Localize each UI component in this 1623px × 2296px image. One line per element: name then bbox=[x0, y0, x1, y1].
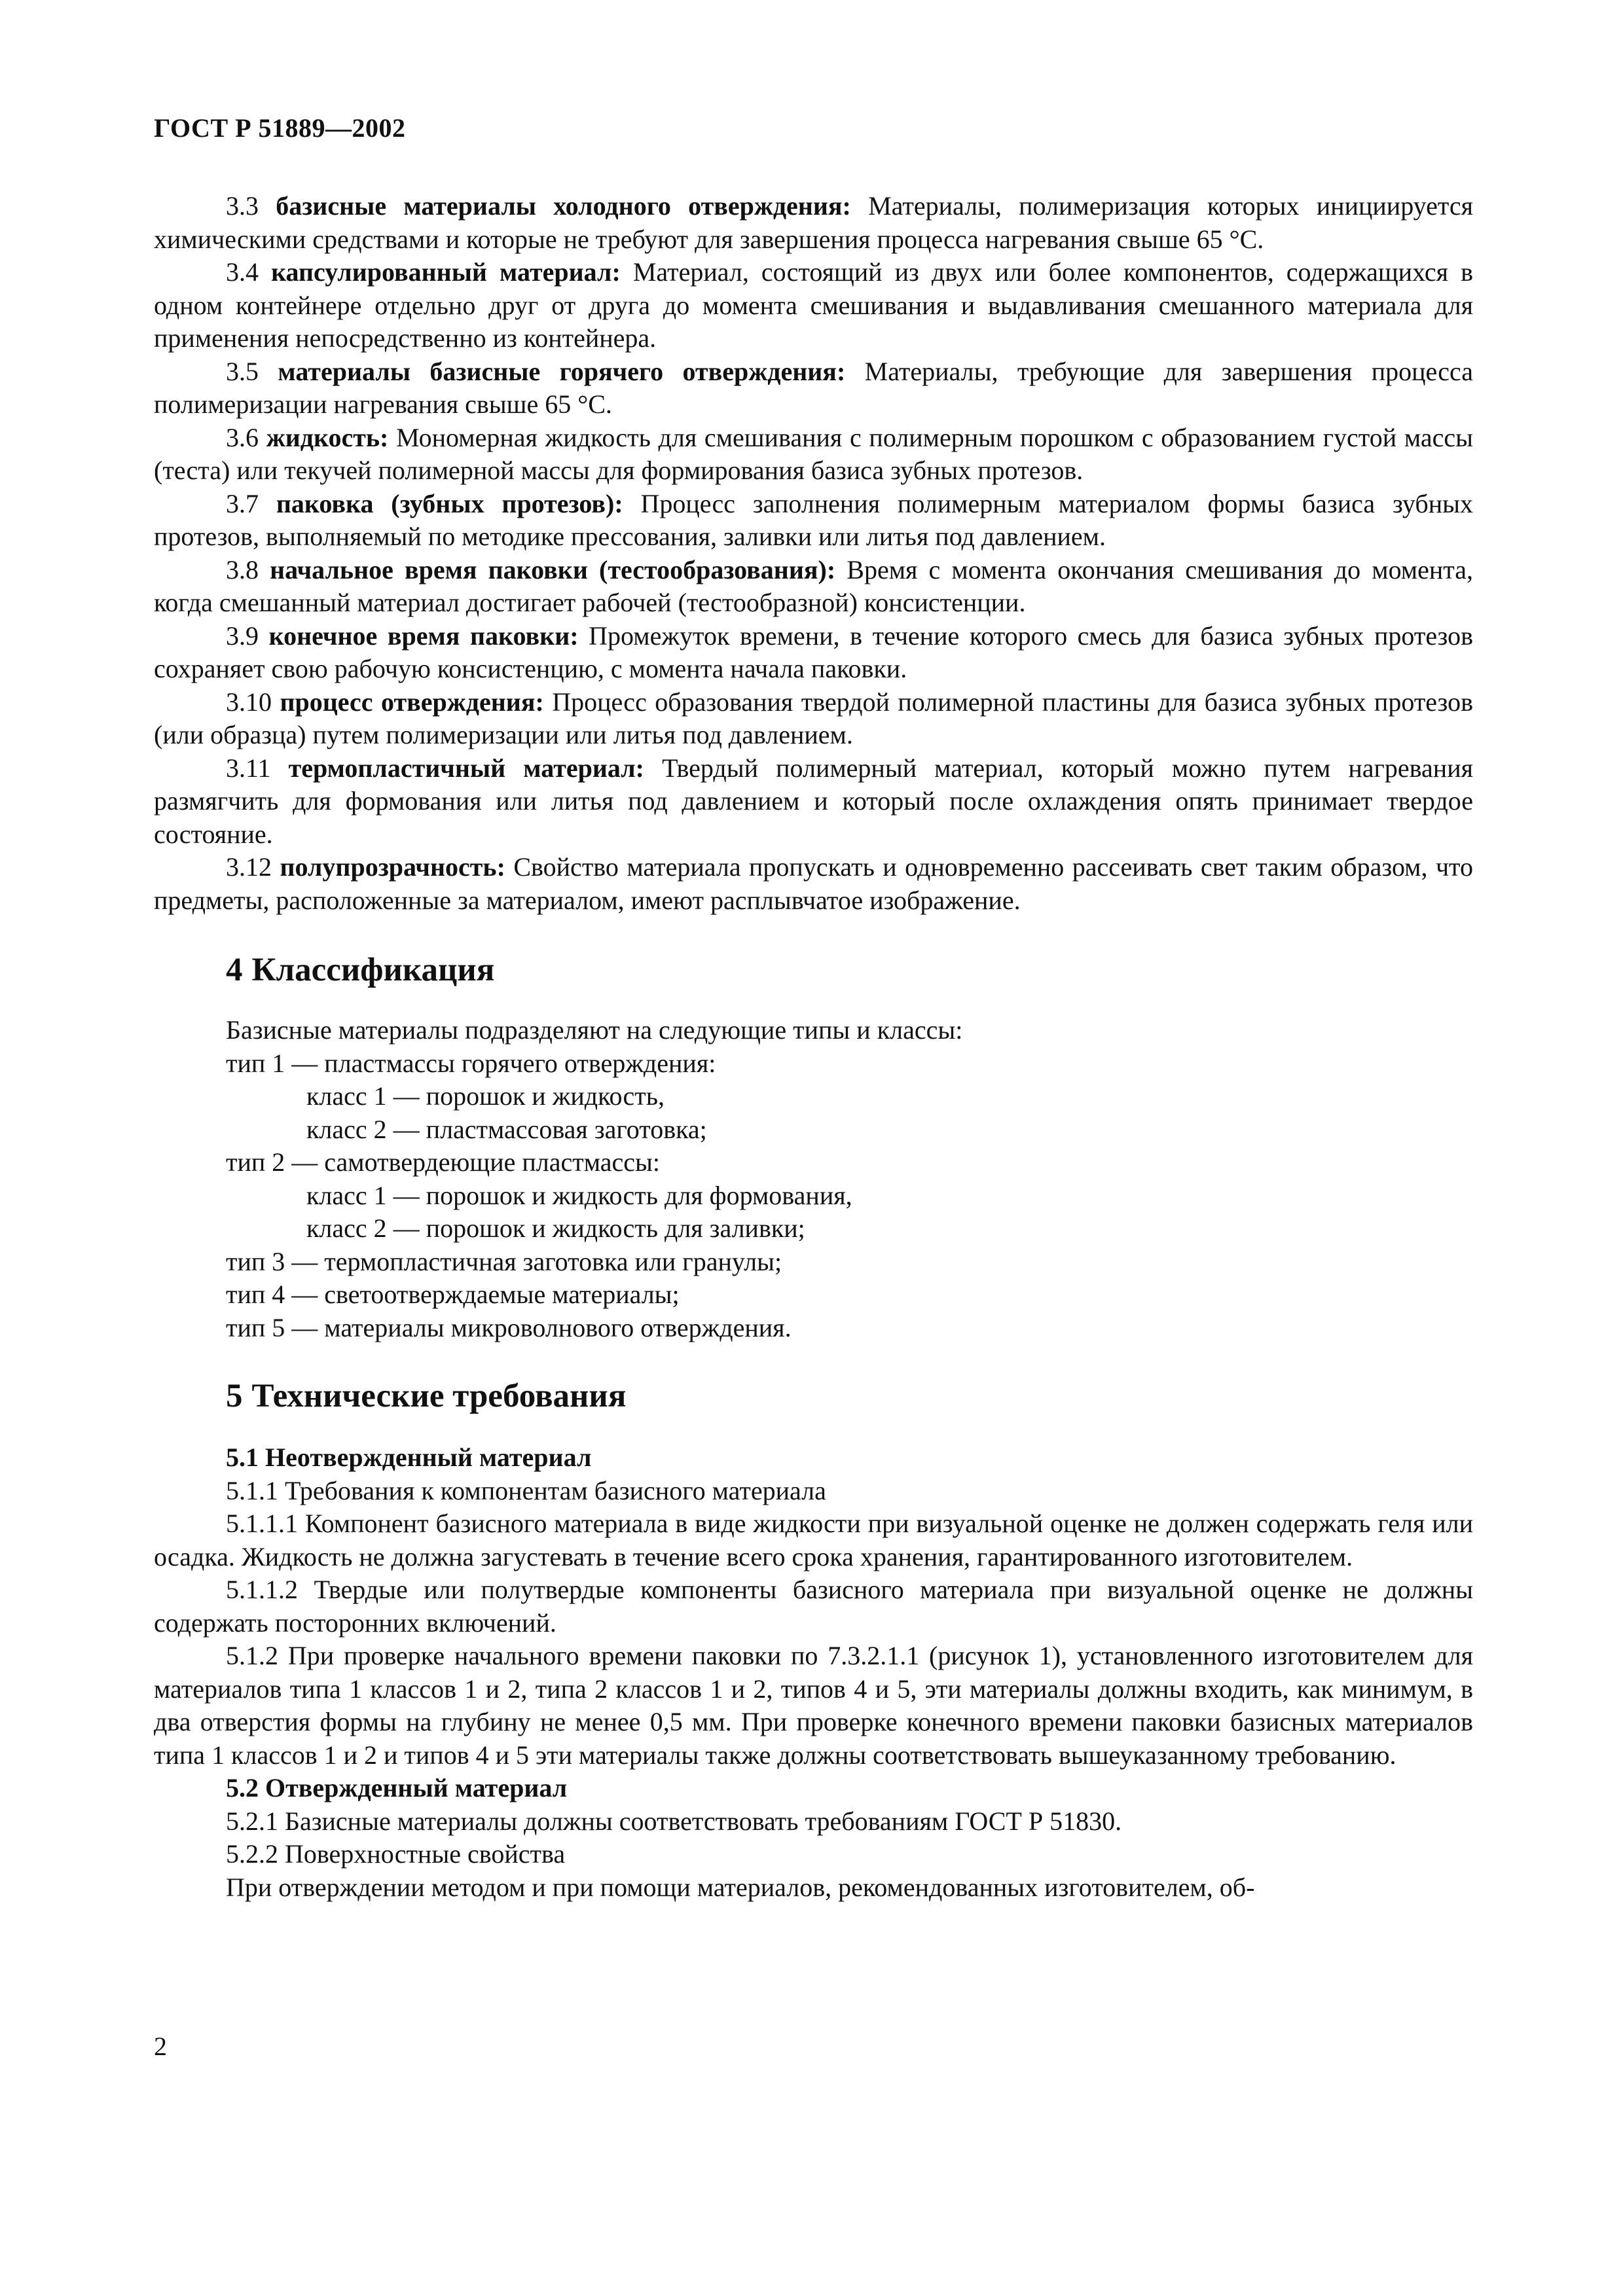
paragraph-5-1-2: 5.1.2 При проверке начального времени паковки по 7.3.2.1.1 (рисунок 1), установленного изготовителем для материалов типа 1 классов 1 и 2, типа 2 классов 1 и 2, типов 4 и 5, эти материалы должны входить, как минимум, в два отверстия формы на глубину не менее 0,5 мм. При проверке конечного времени паковки базисных материалов типа 1 классов 1 и 2 и типов 4 и 5 эти материалы также должны соответствовать вышеуказанному требованию. bbox=[154, 1641, 1473, 1770]
type-1-class-2-line: класс 2 — пластмассовая заготовка; bbox=[306, 1114, 707, 1144]
paragraph-5-2-2-text: При отверждении методом и при помощи материалов, рекомендованных изготовителем, об- bbox=[226, 1872, 1255, 1902]
term-3-3: 3.3 базисные материалы холодного отверждения: Материалы, полимеризация которых инициируется химическими средствами и которые не требуют для завершения процесса нагревания свыше 65 °С. bbox=[154, 191, 1474, 254]
section-5-heading: 5 Технические требования bbox=[226, 1378, 627, 1414]
paragraph-5-2-2: 5.2.2 Поверхностные свойства bbox=[226, 1839, 566, 1869]
type-2-class-1-line: класс 1 — порошок и жидкость для формования, bbox=[306, 1180, 852, 1210]
term-3-5: 3.5 материалы базисные горячего отверждения: Материалы, требующие для завершения процесса полимеризации нагревания свыше 65 °С. bbox=[154, 356, 1474, 419]
term-3-4: 3.4 капсулированный материал: Материал, состоящий из двух или более компонентов, содержащихся в одном контейнере отдельно друг от друга до момента смешивания и выдавливания смешанного материала для применения непосредственно из контейнера. bbox=[154, 257, 1474, 353]
paragraph-5-1-1-2: 5.1.1.2 Твердые или полутвердые компоненты базисного материала при визуальной оценке не должны содержать посторонних включений. bbox=[154, 1575, 1473, 1638]
term-3-11: 3.11 термопластичный материал: Твердый полимерный материал, который можно путем нагревания размягчить для формования или литья под давлением и который после охлаждения опять принимает твердое состояние. bbox=[154, 753, 1474, 849]
term-3-7: 3.7 паковка (зубных протезов): Процесс заполнения полимерным материалом формы базиса зубных протезов, выполняемый по методике прессования, заливки или литья под давлением. bbox=[154, 488, 1474, 551]
terms-list bbox=[154, 190, 1473, 917]
type-2-line: тип 2 — самотвердеющие пластмассы: bbox=[226, 1147, 661, 1177]
subsection-5-2-heading: 5.2 Отвержденный материал bbox=[226, 1773, 568, 1803]
term-3-12: 3.12 полупрозрачность: Свойство материала пропускать и одновременно рассеивать свет таким образом, что предметы, расположенные за материалом, имеют расплывчатое изображение. bbox=[154, 852, 1474, 915]
classification-intro: Базисные материалы подразделяют на следующие типы и классы: bbox=[226, 1015, 963, 1045]
document-code-header: ГОСТ Р 51889—2002 bbox=[154, 113, 406, 143]
type-4-line: тип 4 — светоотверждаемые материалы; bbox=[226, 1280, 680, 1309]
page-content bbox=[154, 190, 1473, 1904]
type-3-line: тип 3 — термопластичная заготовка или гранулы; bbox=[226, 1246, 782, 1276]
type-5-line: тип 5 — материалы микроволнового отверждения. bbox=[226, 1312, 792, 1342]
term-3-9: 3.9 конечное время паковки: Промежуток времени, в течение которого смесь для базиса зубных протезов сохраняет свою рабочую консистенцию, с момента начала паковки. bbox=[154, 620, 1474, 683]
page-number: 2 bbox=[154, 2032, 167, 2061]
type-2-class-2-line: класс 2 — порошок и жидкость для заливки; bbox=[306, 1213, 805, 1243]
term-3-6: 3.6 жидкость: Мономерная жидкость для смешивания с полимерным порошком с образованием густой массы (теста) или текучей полимерной массы для формирования базиса зубных протезов. bbox=[154, 422, 1474, 485]
paragraph-5-1-1: 5.1.1 Требования к компонентам базисного материала bbox=[226, 1475, 826, 1505]
paragraph-5-2-1: 5.2.1 Базисные материалы должны соответствовать требованиям ГОСТ Р 51830. bbox=[226, 1806, 1122, 1836]
type-1-line: тип 1 — пластмассы горячего отверждения: bbox=[226, 1048, 716, 1078]
classification-list bbox=[154, 1014, 1473, 1344]
subsection-5-1-heading: 5.1 Неотвержденный материал bbox=[226, 1443, 592, 1472]
term-3-8: 3.8 начальное время паковки (тестообразования): Время с момента окончания смешивания до момента, когда смешанный материал достигает рабочей (тестообразной) консистенции. bbox=[154, 554, 1474, 617]
section-4-heading: 4 Классификация bbox=[226, 952, 495, 988]
type-1-class-1-line: класс 1 — порошок и жидкость, bbox=[306, 1081, 665, 1111]
term-3-10: 3.10 процесс отверждения: Процесс образования твердой полимерной пластины для базиса зубных протезов (или образца) путем полимеризации или литья под давлением. bbox=[154, 687, 1473, 749]
paragraph-5-1-1-1: 5.1.1.1 Компонент базисного материала в виде жидкости при визуальной оценке не должен содержать геля или осадка. Жидкость не должна загустевать в течение всего срока хранения, гарантированного изготовителем. bbox=[154, 1509, 1473, 1571]
